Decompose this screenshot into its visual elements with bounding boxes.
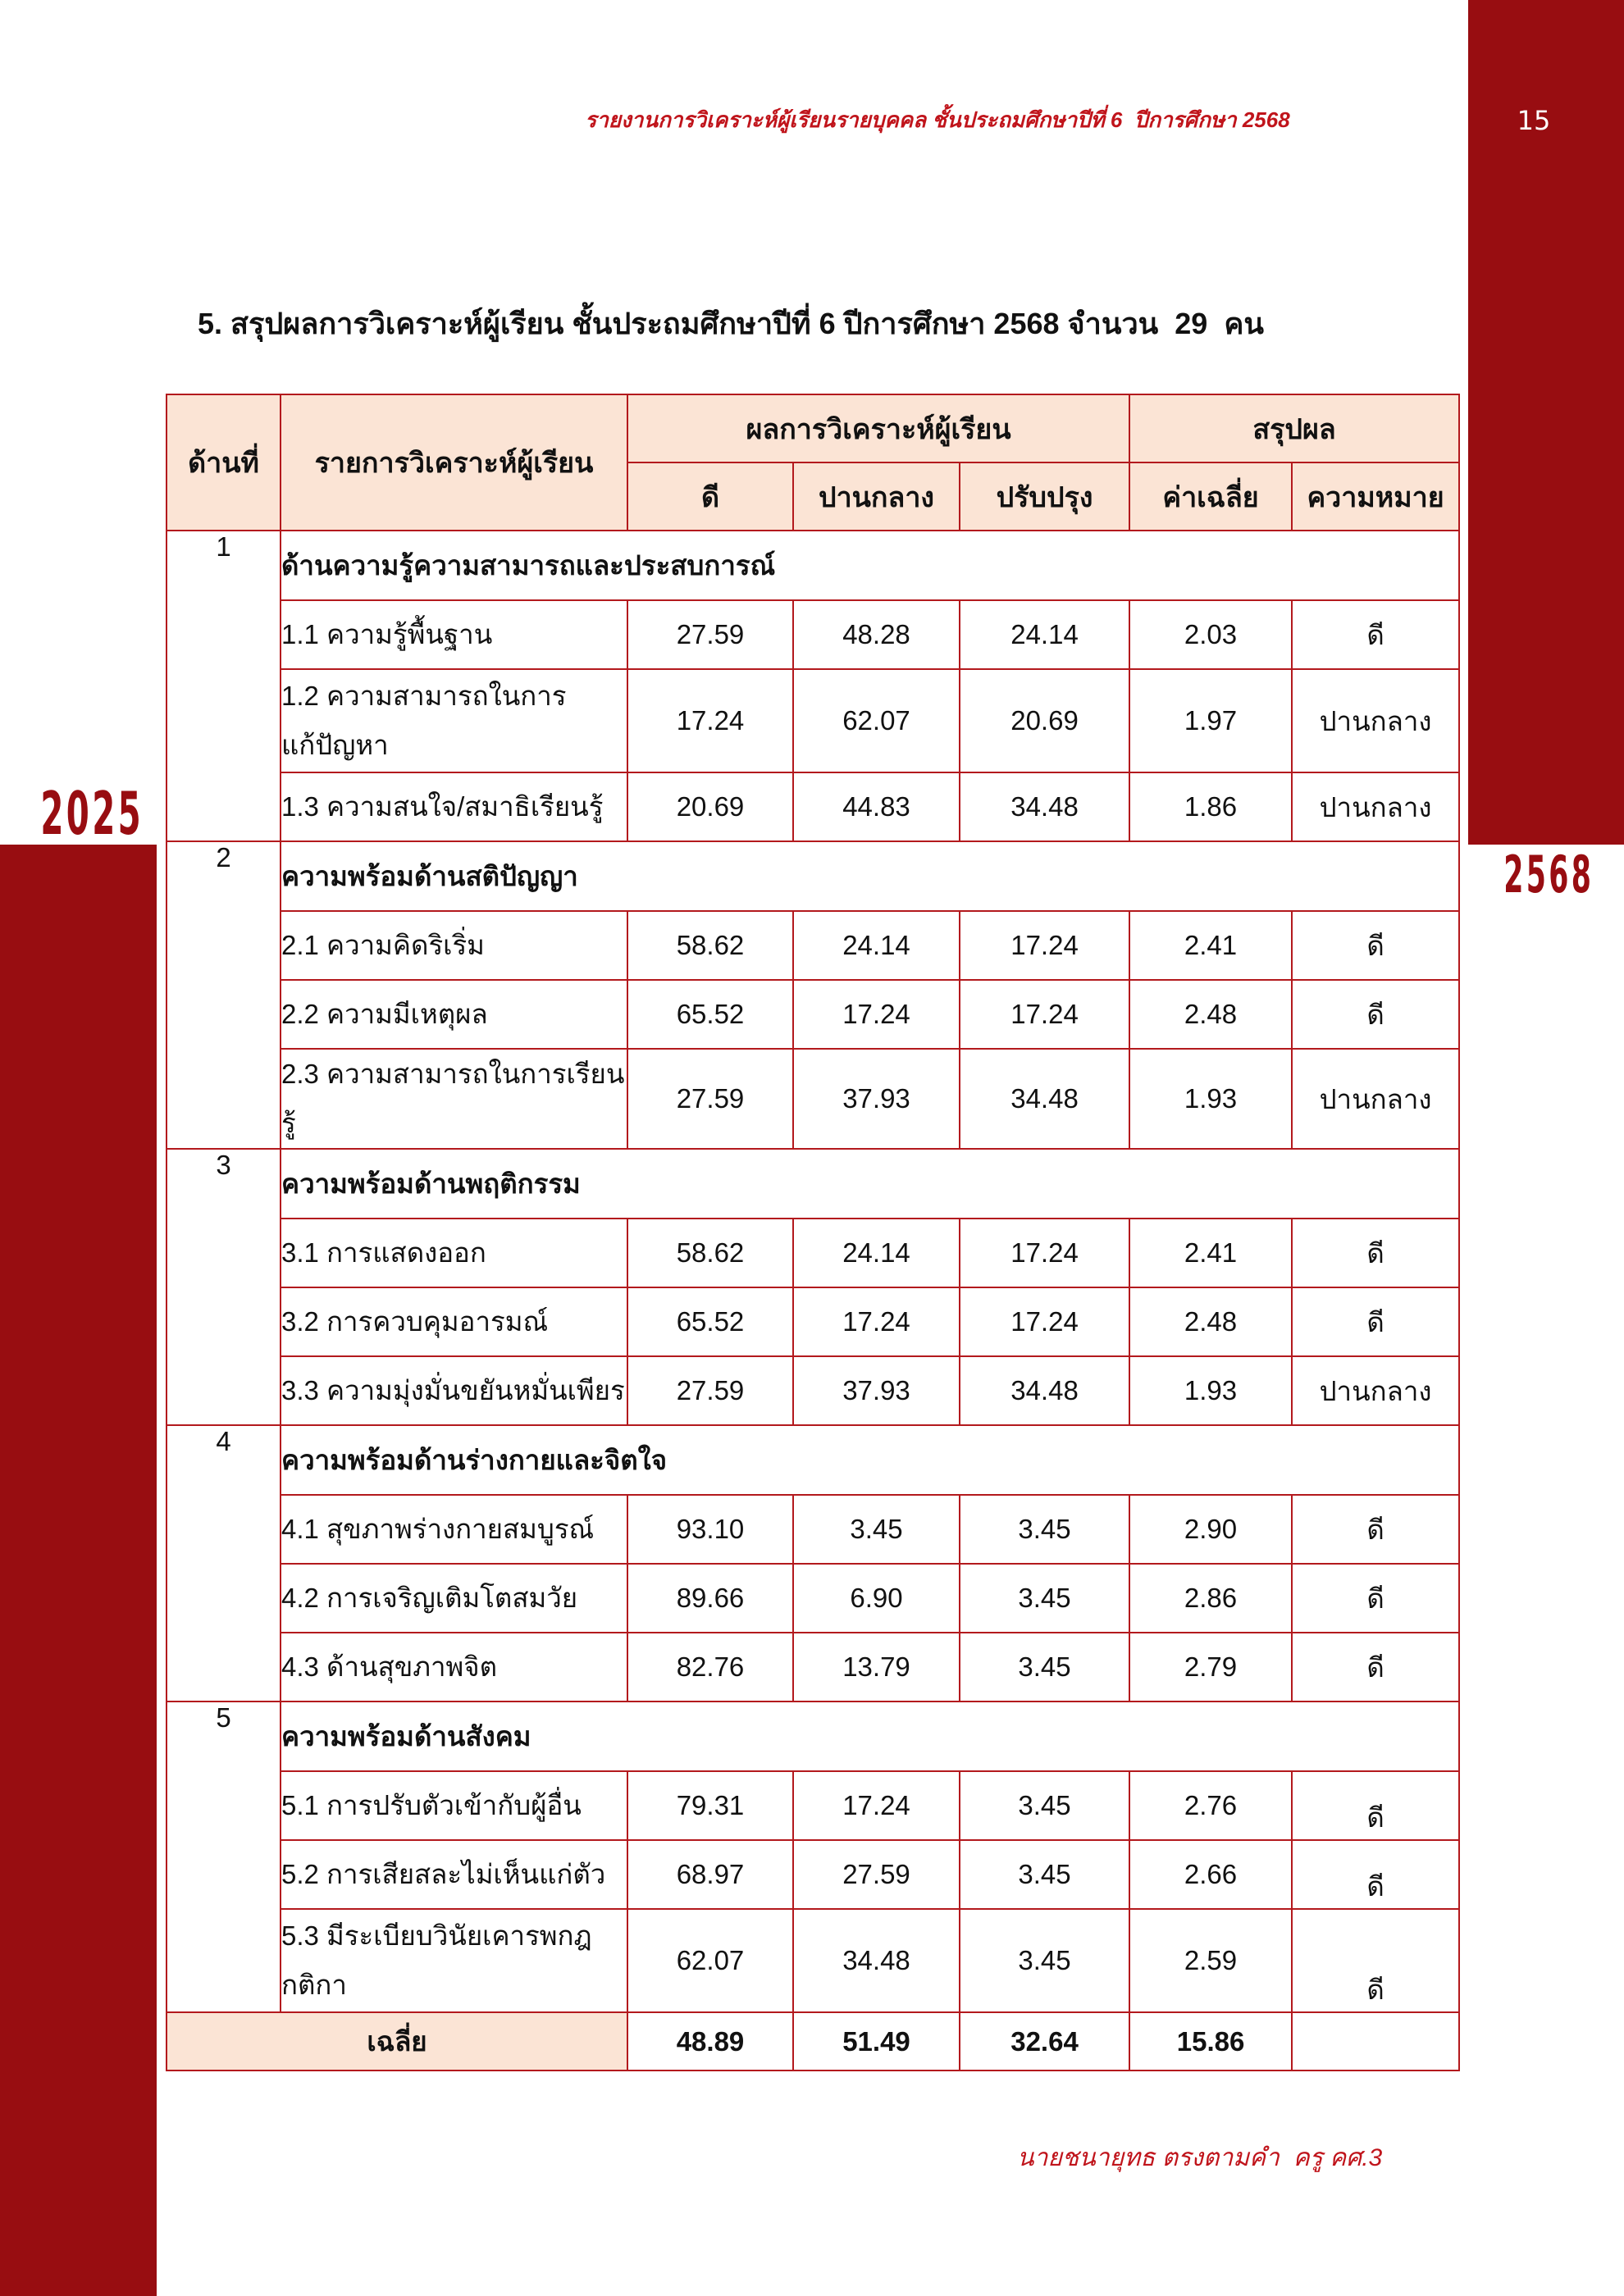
cell-fair: 27.59 xyxy=(793,1840,960,1909)
cell-improve: 3.45 xyxy=(960,1633,1129,1702)
page-title: 5. สรุปผลการวิเคราะห์ผู้เรียน ชั้นประถมศึกษาปีที่ 6 ปีการศึกษา 2568 จำนวน 29 คน xyxy=(198,307,1265,340)
table-body xyxy=(167,531,1459,2012)
cell-improve: 24.14 xyxy=(960,600,1129,669)
cell-fair: 37.93 xyxy=(793,1049,960,1149)
average-good: 48.89 xyxy=(627,2012,793,2070)
cell-good: 58.62 xyxy=(627,911,793,980)
item-label: 5.1 การปรับตัวเข้ากับผู้อื่น xyxy=(281,1771,627,1840)
item-label: 5.3 มีระเบียบวินัยเคารพกฎ กติกา xyxy=(281,1909,627,2012)
header-results-group: ผลการวิเคราะห์ผู้เรียน xyxy=(627,394,1129,462)
cell-improve: 34.48 xyxy=(960,1356,1129,1425)
cell-mean: 2.48 xyxy=(1129,1287,1292,1356)
cell-meaning: ดี xyxy=(1292,1909,1459,2012)
decorative-bar-left xyxy=(0,845,157,2296)
year-label-right-text: 2568 xyxy=(1503,845,1594,904)
cell-mean: 1.86 xyxy=(1129,772,1292,841)
cell-meaning: ดี xyxy=(1292,911,1459,980)
cell-meaning: ดี xyxy=(1292,1771,1459,1840)
cell-good: 79.31 xyxy=(627,1771,793,1840)
table-row xyxy=(167,1564,1459,1633)
header-item: รายการวิเคราะห์ผู้เรียน xyxy=(281,394,627,531)
table-row xyxy=(167,600,1459,669)
cell-mean: 2.86 xyxy=(1129,1564,1292,1633)
cell-meaning: ปานกลาง xyxy=(1292,1356,1459,1425)
cell-improve: 3.45 xyxy=(960,1840,1129,1909)
table-row xyxy=(167,1840,1459,1909)
section-number: 5 xyxy=(167,1702,281,2012)
table-row xyxy=(167,1633,1459,1702)
year-label-right xyxy=(1468,845,1624,904)
header-improve: ปรับปรุง xyxy=(960,462,1129,531)
item-label: 1.2 ความสามารถในการ แก้ปัญหา xyxy=(281,669,627,772)
table-row xyxy=(167,1049,1459,1149)
section-row xyxy=(167,531,1459,600)
cell-fair: 6.90 xyxy=(793,1564,960,1633)
table-row xyxy=(167,1219,1459,1287)
section-number: 1 xyxy=(167,531,281,841)
item-label: 1.3 ความสนใจ/สมาธิเรียนรู้ xyxy=(281,772,627,841)
table-row xyxy=(167,1356,1459,1425)
cell-fair: 37.93 xyxy=(793,1356,960,1425)
year-label-left-text: 2025 xyxy=(40,779,144,848)
cell-improve: 17.24 xyxy=(960,980,1129,1049)
section-name: ความพร้อมด้านสติปัญญา xyxy=(281,841,1459,911)
cell-improve: 34.48 xyxy=(960,772,1129,841)
header-fair: ปานกลาง xyxy=(793,462,960,531)
author-signature: นายชนายุทธ ตรงตามคำ ครู คศ.3 xyxy=(1017,2144,1383,2171)
header-summary-group: สรุปผล xyxy=(1129,394,1459,462)
item-label: 3.1 การแสดงออก xyxy=(281,1219,627,1287)
cell-fair: 17.24 xyxy=(793,1287,960,1356)
section-name: ความพร้อมด้านพฤติกรรม xyxy=(281,1149,1459,1219)
cell-mean: 1.93 xyxy=(1129,1356,1292,1425)
section-number: 4 xyxy=(167,1425,281,1702)
page-number: 15 xyxy=(1517,105,1551,136)
section-row xyxy=(167,1425,1459,1495)
cell-improve: 3.45 xyxy=(960,1909,1129,2012)
section-number: 3 xyxy=(167,1149,281,1425)
table-row xyxy=(167,980,1459,1049)
average-label: เฉลี่ย xyxy=(167,2012,627,2070)
cell-meaning: ปานกลาง xyxy=(1292,772,1459,841)
section-name: ด้านความรู้ความสามารถและประสบการณ์ xyxy=(281,531,1459,600)
cell-good: 68.97 xyxy=(627,1840,793,1909)
table-row xyxy=(167,1495,1459,1564)
header-good: ดี xyxy=(627,462,793,531)
item-label: 3.2 การควบคุมอารมณ์ xyxy=(281,1287,627,1356)
table-row xyxy=(167,772,1459,841)
header-side: ด้านที่ xyxy=(167,394,281,531)
cell-meaning: ปานกลาง xyxy=(1292,1049,1459,1149)
table-row xyxy=(167,1909,1459,2012)
cell-improve: 17.24 xyxy=(960,1287,1129,1356)
cell-fair: 44.83 xyxy=(793,772,960,841)
cell-meaning: ดี xyxy=(1292,1564,1459,1633)
cell-meaning: ดี xyxy=(1292,1633,1459,1702)
cell-mean: 2.66 xyxy=(1129,1840,1292,1909)
cell-good: 27.59 xyxy=(627,1356,793,1425)
item-label: 2.1 ความคิดริเริ่ม xyxy=(281,911,627,980)
cell-meaning: ดี xyxy=(1292,1495,1459,1564)
section-number: 2 xyxy=(167,841,281,1149)
cell-mean: 1.93 xyxy=(1129,1049,1292,1149)
cell-fair: 48.28 xyxy=(793,600,960,669)
cell-good: 65.52 xyxy=(627,980,793,1049)
report-header-title: รายงานการวิเคราะห์ผู้เรียนรายบุคคล ชั้นประถมศึกษาปีที่ 6 ปีการศึกษา 2568 xyxy=(585,107,1290,132)
cell-meaning: ดี xyxy=(1292,1219,1459,1287)
cell-mean: 2.41 xyxy=(1129,911,1292,980)
average-meaning xyxy=(1292,2012,1459,2070)
cell-meaning: ดี xyxy=(1292,1287,1459,1356)
table-row xyxy=(167,911,1459,980)
cell-fair: 13.79 xyxy=(793,1633,960,1702)
section-row xyxy=(167,1149,1459,1219)
section-name: ความพร้อมด้านร่างกายและจิตใจ xyxy=(281,1425,1459,1495)
cell-fair: 34.48 xyxy=(793,1909,960,2012)
table-row xyxy=(167,669,1459,772)
header-meaning: ความหมาย xyxy=(1292,462,1459,531)
cell-meaning: ปานกลาง xyxy=(1292,669,1459,772)
header-mean: ค่าเฉลี่ย xyxy=(1129,462,1292,531)
cell-good: 93.10 xyxy=(627,1495,793,1564)
item-label: 2.3 ความสามารถในการเรียนรู้ xyxy=(281,1049,627,1149)
item-label: 2.2 ความมีเหตุผล xyxy=(281,980,627,1049)
cell-meaning: ดี xyxy=(1292,1840,1459,1909)
average-fair: 51.49 xyxy=(793,2012,960,2070)
average-row xyxy=(167,2012,1459,2070)
results-table xyxy=(166,394,1460,2071)
cell-improve: 17.24 xyxy=(960,1219,1129,1287)
cell-good: 62.07 xyxy=(627,1909,793,2012)
item-label: 5.2 การเสียสละไม่เห็นแก่ตัว xyxy=(281,1840,627,1909)
cell-mean: 2.41 xyxy=(1129,1219,1292,1287)
cell-improve: 3.45 xyxy=(960,1771,1129,1840)
item-label: 1.1 ความรู้พื้นฐาน xyxy=(281,600,627,669)
cell-good: 27.59 xyxy=(627,1049,793,1149)
cell-mean: 2.90 xyxy=(1129,1495,1292,1564)
cell-good: 27.59 xyxy=(627,600,793,669)
section-name: ความพร้อมด้านสังคม xyxy=(281,1702,1459,1771)
cell-good: 65.52 xyxy=(627,1287,793,1356)
cell-improve: 3.45 xyxy=(960,1495,1129,1564)
cell-good: 89.66 xyxy=(627,1564,793,1633)
cell-meaning: ดี xyxy=(1292,980,1459,1049)
cell-good: 82.76 xyxy=(627,1633,793,1702)
cell-mean: 2.03 xyxy=(1129,600,1292,669)
cell-fair: 24.14 xyxy=(793,911,960,980)
cell-fair: 24.14 xyxy=(793,1219,960,1287)
item-label: 4.2 การเจริญเติมโตสมวัย xyxy=(281,1564,627,1633)
year-label-left xyxy=(0,779,157,848)
cell-good: 58.62 xyxy=(627,1219,793,1287)
cell-mean: 1.97 xyxy=(1129,669,1292,772)
cell-mean: 2.59 xyxy=(1129,1909,1292,2012)
cell-good: 17.24 xyxy=(627,669,793,772)
cell-improve: 3.45 xyxy=(960,1564,1129,1633)
cell-improve: 34.48 xyxy=(960,1049,1129,1149)
cell-improve: 17.24 xyxy=(960,911,1129,980)
cell-mean: 2.79 xyxy=(1129,1633,1292,1702)
cell-fair: 17.24 xyxy=(793,1771,960,1840)
cell-meaning: ดี xyxy=(1292,600,1459,669)
item-label: 4.1 สุขภาพร่างกายสมบูรณ์ xyxy=(281,1495,627,1564)
cell-mean: 2.48 xyxy=(1129,980,1292,1049)
item-label: 4.3 ด้านสุขภาพจิต xyxy=(281,1633,627,1702)
cell-fair: 17.24 xyxy=(793,980,960,1049)
average-improve: 32.64 xyxy=(960,2012,1129,2070)
table-row xyxy=(167,1771,1459,1840)
table-row xyxy=(167,1287,1459,1356)
table-header-row xyxy=(167,394,1459,462)
average-mean: 15.86 xyxy=(1129,2012,1292,2070)
section-row xyxy=(167,1702,1459,1771)
cell-mean: 2.76 xyxy=(1129,1771,1292,1840)
cell-good: 20.69 xyxy=(627,772,793,841)
section-row xyxy=(167,841,1459,911)
cell-fair: 3.45 xyxy=(793,1495,960,1564)
cell-fair: 62.07 xyxy=(793,669,960,772)
cell-improve: 20.69 xyxy=(960,669,1129,772)
item-label: 3.3 ความมุ่งมั่นขยันหมั่นเพียร xyxy=(281,1356,627,1425)
